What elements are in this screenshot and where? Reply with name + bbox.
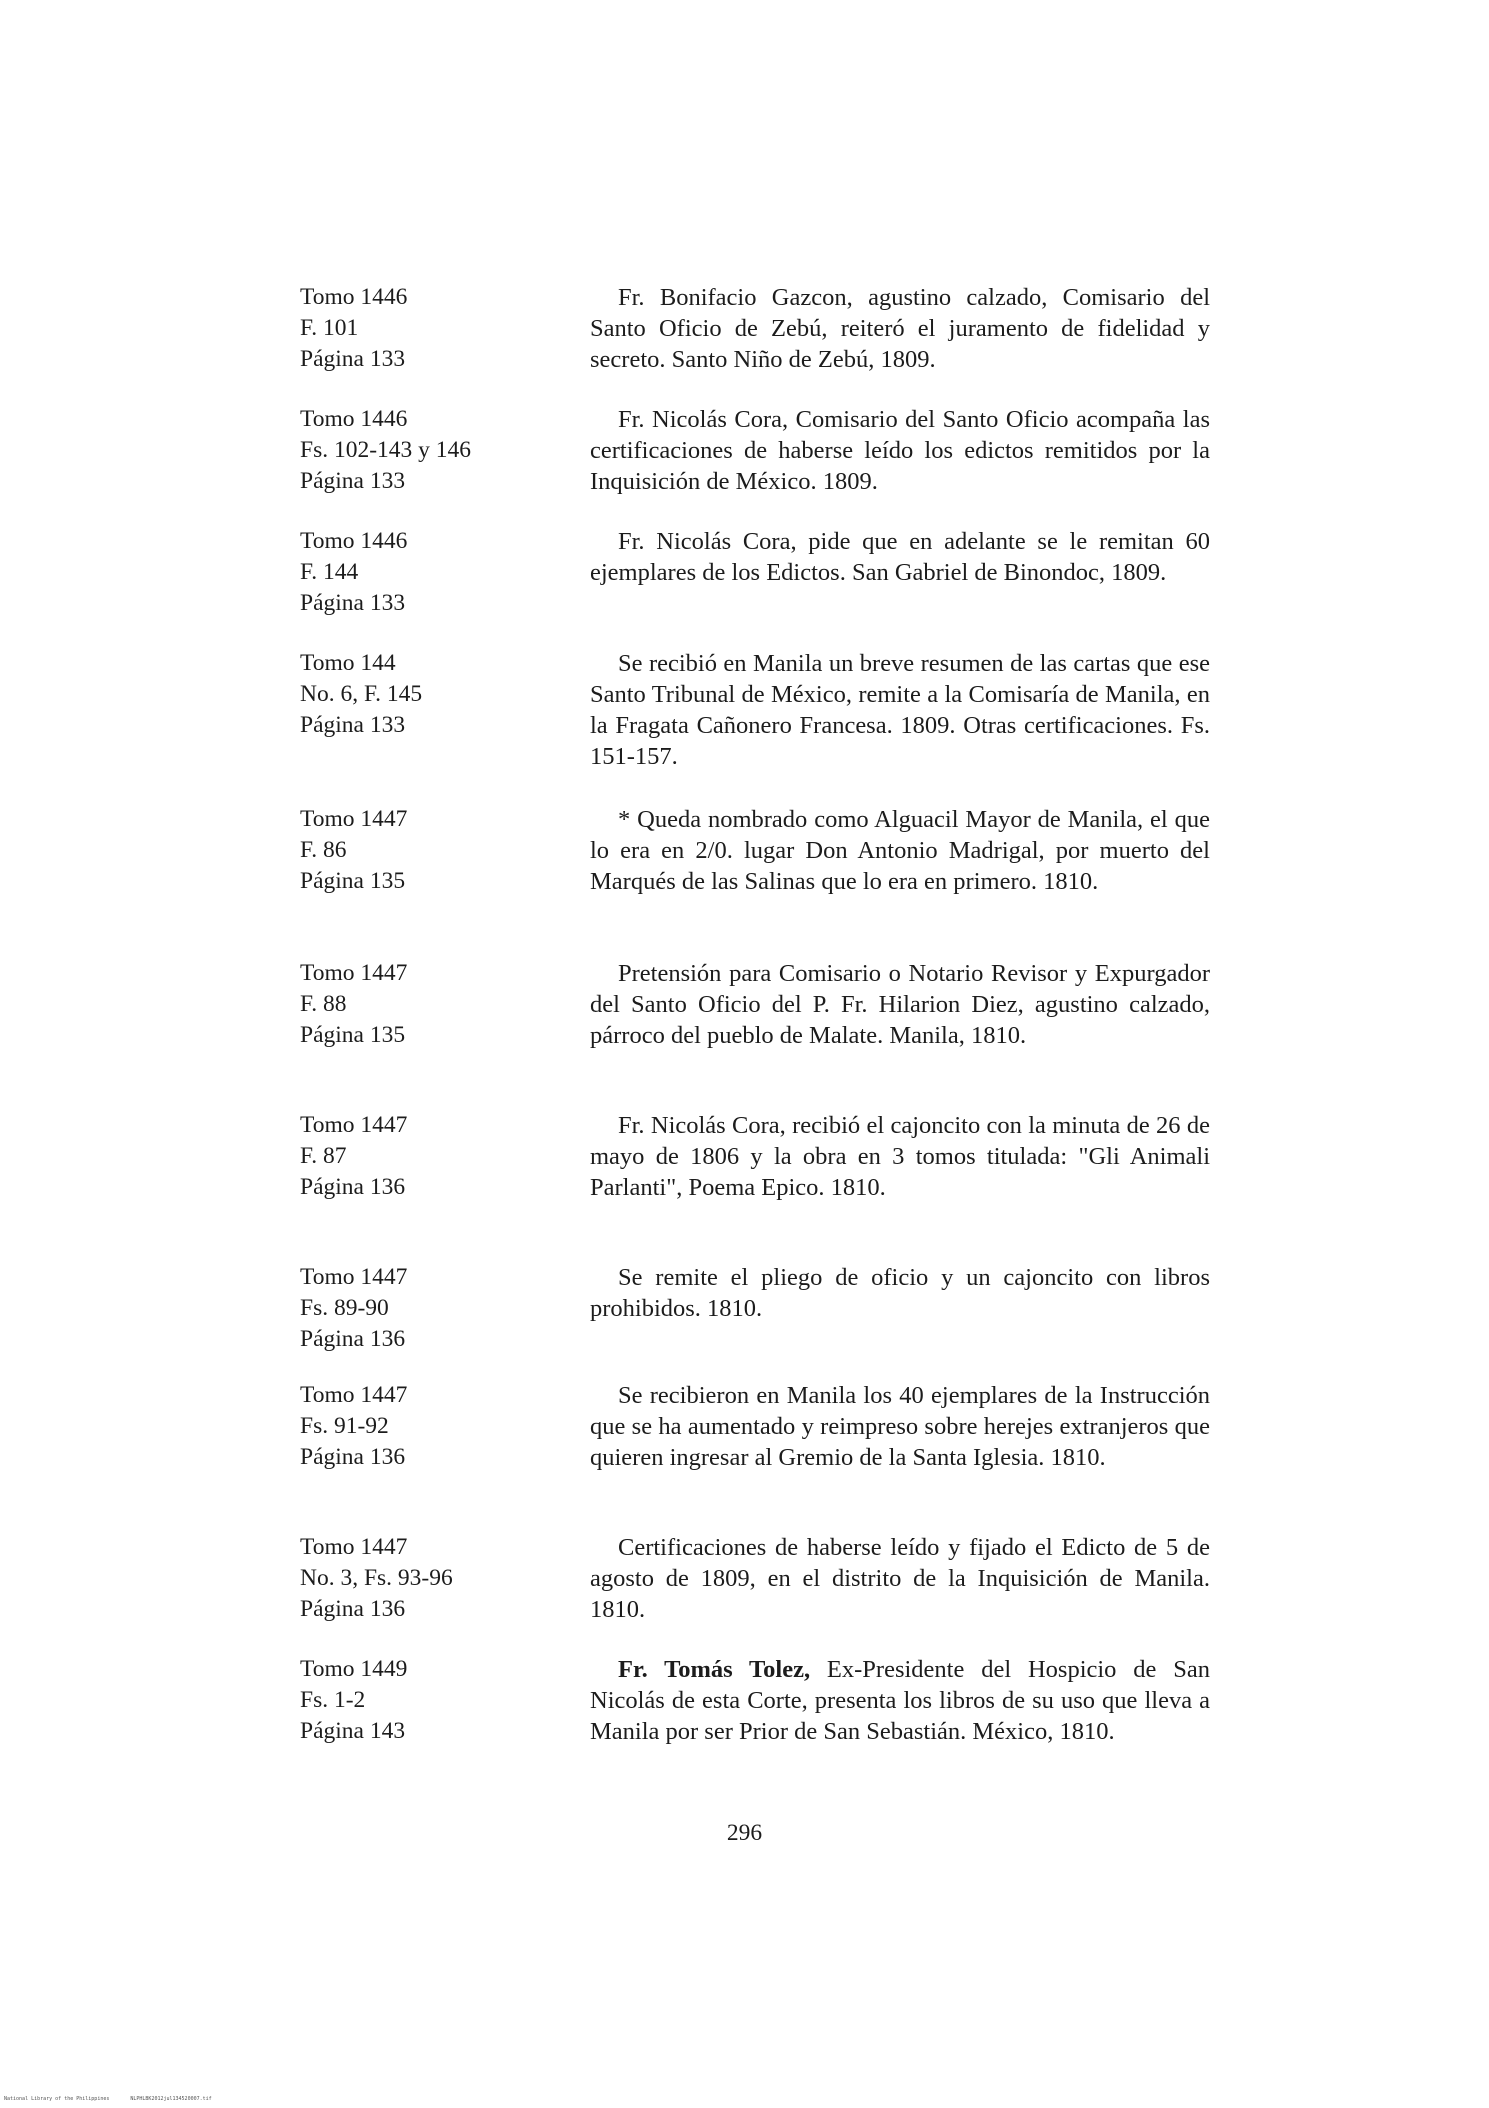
entry-bold-lead: Fr. Tomás Tolez, [618, 1656, 811, 1683]
entry-reference [300, 1380, 530, 1473]
reference-line: Tomo 144 [300, 650, 396, 676]
reference-line: Página 136 [300, 1444, 406, 1470]
reference-line: Tomo 1447 [300, 806, 408, 832]
footer-library: National Library of the Philippines [4, 2096, 110, 2102]
reference-line: Página 133 [300, 346, 406, 372]
reference-line: No. 6, F. 145 [300, 681, 423, 707]
entry-reference [300, 1654, 530, 1747]
reference-line: Fs. 1-2 [300, 1687, 366, 1713]
reference-line: F. 86 [300, 837, 347, 863]
entry-text: Pretensión para Comisario o Notario Revisor y Expurgador del Santo Oficio del P. Fr. Hilarion Diez, agustino calzado, párroco del pueblo de Malate. Manila, 1810. [590, 960, 1210, 1049]
reference-line: Página 135 [300, 1022, 406, 1048]
entry-description [590, 958, 1210, 1051]
entry-description [590, 1654, 1210, 1747]
reference-line: Tomo 1447 [300, 1264, 408, 1290]
entry-reference [300, 282, 530, 375]
reference-line: Página 136 [300, 1596, 406, 1622]
reference-line: Tomo 1447 [300, 1382, 408, 1408]
reference-line: Página 133 [300, 590, 406, 616]
reference-line: Tomo 1446 [300, 406, 408, 432]
reference-line: Página 136 [300, 1174, 406, 1200]
reference-line: Tomo 1447 [300, 960, 408, 986]
reference-line: Página 133 [300, 712, 406, 738]
reference-line: Tomo 1447 [300, 1112, 408, 1138]
reference-line: F. 144 [300, 559, 359, 585]
entry-text: Fr. Nicolás Cora, recibió el cajoncito con la minuta de 26 de mayo de 1806 y la obra en 3 tomos titulada: "Gli Animali Parlanti", Poema Epico. 1810. [590, 1112, 1210, 1201]
entry-description [590, 526, 1210, 588]
entry-reference [300, 958, 530, 1051]
reference-line: F. 88 [300, 991, 347, 1017]
page-number: 296 [726, 1820, 763, 1846]
entry-text: Fr. Bonifacio Gazcon, agustino calzado, Comisario del Santo Oficio de Zebú, reiteró el juramento de fidelidad y secreto. Santo Niño de Zebú, 1809. [590, 284, 1210, 373]
footer-filename: NLPHLBK2012jul134520007.tif [130, 2096, 212, 2102]
reference-line: Página 136 [300, 1326, 406, 1352]
entry-text: * Queda nombrado como Alguacil Mayor de Manila, el que lo era en 2/0. lugar Don Antonio Madrigal, por muerto del Marqués de las Salinas que lo era en primero. 1810. [590, 806, 1210, 895]
reference-line: Fs. 89-90 [300, 1295, 389, 1321]
reference-line: Tomo 1446 [300, 284, 408, 310]
reference-line: Fs. 102-143 y 146 [300, 437, 472, 463]
reference-line: Página 135 [300, 868, 406, 894]
entry-description [590, 282, 1210, 375]
reference-line: Página 133 [300, 468, 406, 494]
entry-reference [300, 526, 530, 619]
reference-line: Tomo 1446 [300, 528, 408, 554]
scan-footer [4, 2096, 704, 2102]
entry-description [590, 648, 1210, 772]
entry-description [590, 1110, 1210, 1203]
entry-description [590, 1262, 1210, 1324]
entry-description [590, 404, 1210, 497]
reference-line: Tomo 1447 [300, 1534, 408, 1560]
entry-text: Ex-Presidente del Hospicio de San Nicolás de esta Corte, presenta los libros de su uso que lleva a Manila por ser Prior de San Sebastián. México, 1810. [590, 1656, 1210, 1745]
reference-line: Página 143 [300, 1718, 406, 1744]
entry-reference [300, 1262, 530, 1355]
reference-line: Fs. 91-92 [300, 1413, 389, 1439]
entry-description [590, 1380, 1210, 1473]
entry-reference [300, 1110, 530, 1203]
entry-text: Se recibió en Manila un breve resumen de las cartas que ese Santo Tribunal de México, remite a la Comisaría de Manila, en la Fragata Cañonero Francesa. 1809. Otras certificaciones. Fs. 151-157. [590, 650, 1210, 770]
reference-line: F. 87 [300, 1143, 347, 1169]
entry-text: Fr. Nicolás Cora, pide que en adelante se le remitan 60 ejemplares de los Edictos. San Gabriel de Binondoc, 1809. [590, 528, 1210, 586]
reference-line: Tomo 1449 [300, 1656, 408, 1682]
entry-reference [300, 1532, 530, 1625]
entry-text: Certificaciones de haberse leído y fijado el Edicto de 5 de agosto de 1809, en el distrito de la Inquisición de Manila. 1810. [590, 1534, 1210, 1623]
entry-text: Se remite el pliego de oficio y un cajoncito con libros prohibidos. 1810. [590, 1264, 1210, 1322]
entry-text: Se recibieron en Manila los 40 ejemplares de la Instrucción que se ha aumentado y reimpreso sobre herejes extranjeros que quieren ingresar al Gremio de la Santa Iglesia. 1810. [590, 1382, 1210, 1471]
entry-reference [300, 804, 530, 897]
entry-description [590, 804, 1210, 897]
entry-reference [300, 648, 530, 741]
entry-text: Fr. Nicolás Cora, Comisario del Santo Oficio acompaña las certificaciones de haberse leído los edictos remitidos por la Inquisición de México. 1809. [590, 406, 1210, 495]
entry-description [590, 1532, 1210, 1625]
entry-reference [300, 404, 530, 497]
reference-line: No. 3, Fs. 93-96 [300, 1565, 453, 1591]
reference-line: F. 101 [300, 315, 359, 341]
